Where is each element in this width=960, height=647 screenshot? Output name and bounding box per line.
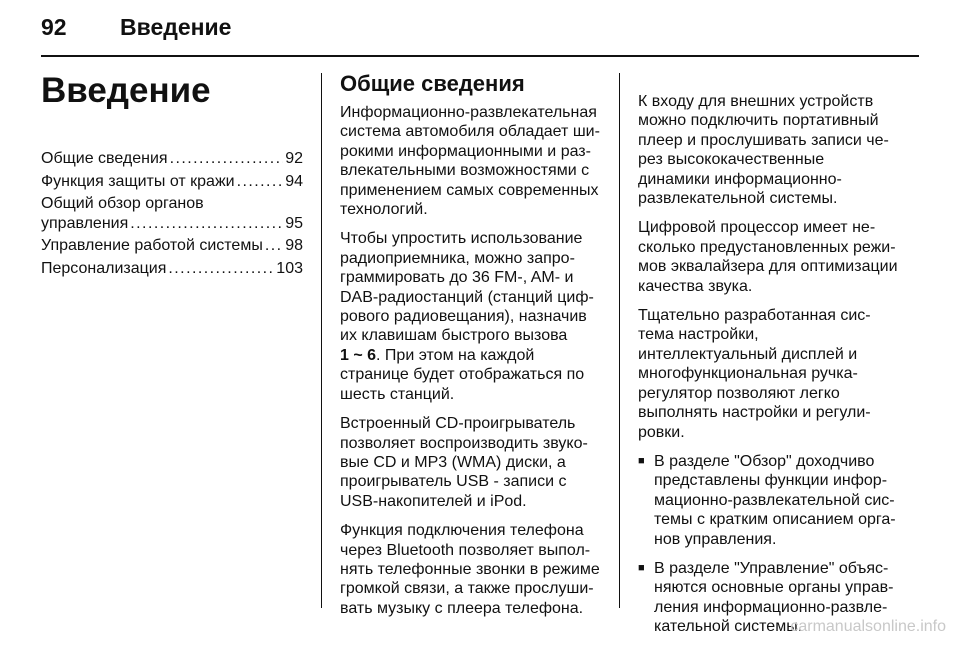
- list-item-text: В разделе "Управление" объясняются основные органы управления информационно-развлекательной системы.: [654, 559, 894, 636]
- paragraph-text: Чтобы упростить использование радиоприемника, можно запрограммировать до 36 FM-, AM- и DAB-радиостанций (станций цифрового радиовещания), назначив их клавишам быстрого вызова: [340, 230, 594, 345]
- page-number: 92: [41, 14, 67, 40]
- toc-entry-label: Общие сведения: [41, 150, 168, 167]
- toc-entry-page: 98: [285, 237, 303, 254]
- paragraph: Цифровой процессор имеет несколько предустановленных режимов эквалайзера для оптимизации качества звука.: [638, 219, 898, 295]
- toc-entry-page: 94: [285, 172, 303, 190]
- toc-entry-page: 92: [285, 150, 303, 167]
- article-column-right: [638, 92, 900, 647]
- toc-leader-dots: [265, 236, 283, 256]
- paragraph: К входу для внешних устройств можно подключить портативный плеер и прослушивать записи через высококачественные динамики информационно-развлекательной системы.: [638, 93, 889, 208]
- article-heading: Общие сведения: [340, 71, 525, 96]
- toc-entry[interactable]: [41, 236, 303, 256]
- toc-entry-label: Функция защиты от кражи: [41, 172, 235, 190]
- toc-entry-label-line1: Общий обзор органов: [41, 195, 204, 212]
- header-divider: [41, 55, 919, 57]
- running-header-title: Введение: [120, 14, 232, 40]
- toc-leader-dots: [130, 214, 283, 234]
- toc-entry[interactable]: [41, 194, 303, 233]
- watermark: carmanualsonline.info: [790, 618, 946, 635]
- paragraph: Встроенный CD-проигрыватель позволяет воспроизводить звуковые CD и MP3 (WMA) диски, а проигрыватель USB - записи с USB-накопителей и iPod.: [340, 415, 588, 510]
- preset-keys: 1 ~ 6: [340, 346, 377, 364]
- toc-entry-label: Персонализация: [41, 259, 167, 277]
- square-bullet-icon: ■: [638, 561, 645, 574]
- toc-entry[interactable]: [41, 259, 303, 279]
- column-divider: [619, 73, 620, 608]
- toc-entry-page: 95: [285, 214, 303, 232]
- square-bullet-icon: ■: [638, 454, 645, 467]
- toc-entry[interactable]: [41, 149, 303, 169]
- toc-leader-dots: [237, 172, 284, 192]
- section-title: Введение: [41, 71, 211, 110]
- paragraph: Функция подключения телефона через Bluetooth позволяет выполнять телефонные звонки в режиме громкой связи, а также прослушивать музыку с плеера телефона.: [340, 522, 600, 617]
- toc-entry-label: Управление работой системы: [41, 237, 263, 254]
- column-divider: [321, 73, 322, 608]
- table-of-contents: [41, 149, 303, 281]
- paragraph: [340, 229, 602, 404]
- toc-entry-label: управления: [41, 214, 129, 232]
- toc-leader-dots: [168, 259, 274, 279]
- paragraph-text: . При этом на каждой странице будет отображаться по шесть станций.: [340, 346, 585, 403]
- list-item: [638, 452, 900, 549]
- toc-leader-dots: [170, 149, 284, 169]
- paragraph: Тщательно разработанная система настройки, интеллектуальный дисплей и многофункциональная ручка-регулятор позволяют легко выполнять настройки и регулировки.: [638, 307, 871, 441]
- toc-entry-page: 103: [276, 259, 303, 277]
- article-column-middle: [340, 71, 602, 628]
- toc-entry[interactable]: [41, 172, 303, 192]
- list-item-text: В разделе "Обзор" доходчиво представлены функции информационно-развлекательной системы с кратким описанием органов управления.: [654, 452, 896, 548]
- paragraph: Информационно-развлекательная система автомобиля обладает широкими информационными и развлекательными возможностями с применением самых современных технологий.: [340, 104, 600, 219]
